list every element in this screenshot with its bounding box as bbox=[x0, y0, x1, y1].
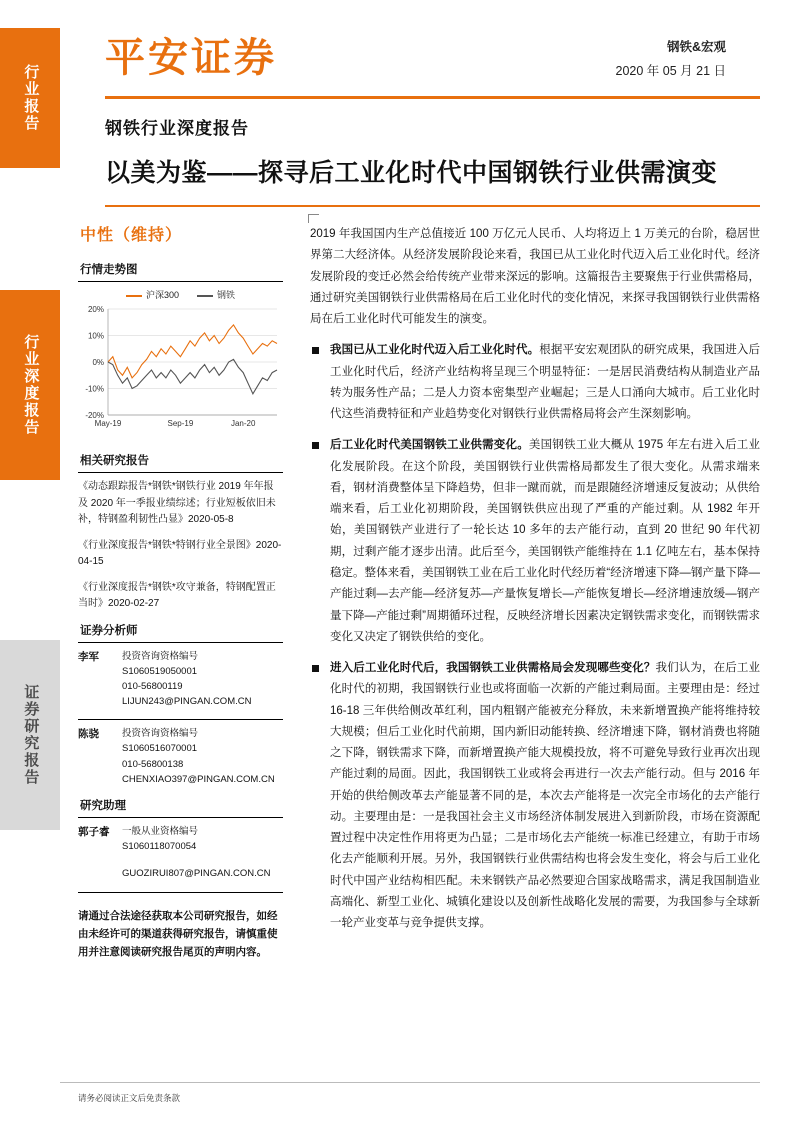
chart-legend bbox=[78, 288, 283, 301]
chart-heading-divider bbox=[78, 281, 283, 282]
analyst-details bbox=[122, 726, 277, 787]
assistant-entry bbox=[78, 824, 283, 882]
analyst-email[interactable]: LIJUN243@PINGAN.COM.CN bbox=[122, 696, 252, 708]
footer-divider bbox=[60, 1082, 760, 1083]
assistant-name: 郭子睿 bbox=[78, 826, 110, 838]
left-rail bbox=[0, 0, 60, 1122]
legend-label-hs300: 沪深300 bbox=[145, 290, 179, 300]
rail-tab-industry-report-label: 行业报告 bbox=[22, 64, 40, 132]
main-body bbox=[310, 224, 760, 945]
bullet-lead: 进入后工业化时代后，我国钢铁工业供需格局会发现哪些变化？ bbox=[330, 662, 656, 675]
body-paragraph: 2019 年我国国内生产总值接近 100 万亿元人民币、人均将迈上 1 万美元的台阶，稳居世界第二大经济体。从经济发展阶段论来看，我国已从工业化时代迈入后工业化时代。经济发展阶段的变迁必然会给传统产业带来深远的影响。这篇报告主要聚焦于行业供需格局，通过研究美国钢铁行业供需格局在后工业化时代的变化情况，来探寻我国钢铁行业供需格局在后工业化时代可能发生的演变。 bbox=[310, 228, 760, 326]
svg-text:May-19: May-19 bbox=[94, 419, 122, 428]
analyst-email[interactable]: CHENXIAO397@PINGAN.COM.CN bbox=[122, 773, 275, 785]
bullet-text: 我们认为，在后工业化时代的初期，我国钢铁行业也或将面临一次新的产能过剩局面。主要理由是：经过 16-18 三年供给侧改革红利，国内粗钢产能被充分释放，未来新增置换产能将维持较大规模；但后工业化时代前期，国内新旧动能转换、经济增速下降，钢材消费也将随之下降，钢铁需求下降，而新增置换产能大规模投放，将不可避免导致行业再次出现产能过剩的局面。因此，我国钢铁工业或将会再进行一次去产能行动。但与 2016 年开始的供给侧改革去产能显著不同的是，本次去产能将是一次完全市场化的去产能行动。主要理由是：一是我国社会主义市场经济体制发展进入到新阶段，市场在资源配置过程中决定性作用将更为凸显；二是市场化去产能统一标准已经建立，有助于市场化去产能顺利开展。另外，我国钢铁行业供需结构也将会发生变化，将会与后工业化时代中国产业结构相匹配。未来钢铁产品必然要迎合国家战略需求，满足我国制造业高端化、新型工业化、城镇化建设以及创新性战略化发展的需要，为我国参与全球新一轮产业变革与竞争提供支撑。 bbox=[330, 662, 760, 930]
bullet-text: 美国钢铁工业大概从 1975 年左右进入后工业化发展阶段。在这个阶段，美国钢铁行业供需格局都发生了很大变化。从需求端来看，钢材消费整体呈下降趋势，但非一蹴而就，而是跟随经济增速反复波动；从供给端来看，后工业化初期阶段，美国钢铁供应出现了严重的产能过剩。从 1982 年开始，美国钢铁产业进行了一轮长达 10 多年的去产能行动，直到 20 世纪 90 年代初期，过剩产能才逐步出清。此后至今，美国钢铁产能维持在 1.1 亿吨左右，基本保持稳定。整体来看，美国钢铁工业在后工业化时代经历着“经济增速下降—钢产量下降—产能过剩—去产能—经济复苏—产量恢复增长—产能恢复增长—经济增速放缓—钢产量下降—产能过剩”周期循环过程，反映经济增长因素决定钢铁需求变化，而钢铁需求变化又决定了钢铁供给的变化。 bbox=[330, 439, 760, 643]
svg-text:20%: 20% bbox=[87, 305, 104, 314]
bullet-text: 根据平安宏观团队的研究成果，我国进入后工业化时代后，经济产业结构将呈现三个明显特征：一是居民消费结构从制造业产品转为服务性产品；二是人力资本密集型产业崛起；三是人口涌向大城市。后工业化时代这些消费特征和产业趋势变化对钢铁行业供需格局将会产生深刻影响。 bbox=[330, 344, 760, 421]
svg-text:-10%: -10% bbox=[85, 384, 104, 394]
price-trend-chart bbox=[78, 288, 283, 438]
analyst-phone: 010-56800138 bbox=[122, 758, 184, 770]
analyst-entry-divider bbox=[78, 719, 283, 720]
svg-text:Jan-20: Jan-20 bbox=[230, 419, 256, 428]
rail-tab-securities-research-report-label: 证券研究报告 bbox=[22, 684, 40, 786]
title-divider bbox=[105, 205, 760, 207]
analyst-code: S1060516070001 bbox=[122, 743, 198, 755]
analyst-name: 李军 bbox=[78, 650, 99, 663]
analyst-entry bbox=[78, 649, 283, 710]
analyst-phone: 010-56800119 bbox=[122, 680, 183, 692]
report-category: 钢铁&宏观 bbox=[666, 40, 726, 54]
analyst-code: S1060519050001 bbox=[122, 665, 198, 677]
related-reports-heading: 相关研究报告 bbox=[80, 455, 149, 467]
chart-heading: 行情走势图 bbox=[80, 264, 138, 276]
company-logo: 平安证券 bbox=[105, 34, 277, 81]
related-report-item[interactable]: 《动态跟踪报告*钢铁*钢铁行业 2019 年年报及 2020 年一季报业绩综述；行业短板依旧未补，特钢盈利韧性凸显》2020-05-8 bbox=[78, 481, 276, 525]
legend-item-hs300 bbox=[126, 288, 179, 301]
distribution-disclaimer: 请通过合法途径获取本公司研究报告，如经由未经许可的渠道获得研究报告，请慎重使用并注意阅读研究报告尾页的声明内容。 bbox=[78, 909, 278, 959]
assistant-qual: 一般从业资格编号 bbox=[122, 826, 199, 837]
body-bullet-paragraph bbox=[310, 658, 760, 934]
assistant-details bbox=[122, 824, 277, 882]
related-reports-divider bbox=[78, 472, 283, 473]
left-column bbox=[78, 222, 283, 962]
assistant-divider bbox=[78, 817, 283, 818]
analyst-list bbox=[78, 649, 283, 788]
analyst-heading: 证券分析师 bbox=[80, 624, 138, 637]
rail-tab-industry-depth-report bbox=[0, 290, 60, 480]
related-reports-list bbox=[78, 479, 283, 613]
analyst-name: 陈骁 bbox=[78, 728, 99, 741]
related-report-item[interactable]: 《行业深度报告*钢铁*特钢行业全景图》2020-04-15 bbox=[78, 539, 282, 567]
header-meta bbox=[616, 28, 726, 84]
svg-text:Sep-19: Sep-19 bbox=[167, 419, 194, 428]
analyst-divider bbox=[78, 642, 283, 643]
body-bullet-paragraph bbox=[310, 340, 760, 425]
report-subtitle: 钢铁行业深度报告 bbox=[105, 119, 249, 138]
bullet-lead: 后工业化时代美国钢铁工业供需变化。 bbox=[330, 439, 529, 452]
body-bullet-paragraph bbox=[310, 435, 760, 648]
chart-canvas bbox=[78, 303, 283, 435]
analyst-qual: 投资咨询资格编号 bbox=[122, 728, 199, 740]
legend-label-steel: 钢铁 bbox=[217, 290, 236, 300]
assistant-code: S1060118070054 bbox=[122, 841, 197, 853]
svg-text:0%: 0% bbox=[92, 358, 104, 367]
page-title: 以美为鉴——探寻后工业化时代中国钢铁行业供需演变 bbox=[105, 159, 718, 187]
assistant-heading: 研究助理 bbox=[80, 800, 126, 812]
rail-tab-industry-report bbox=[0, 28, 60, 168]
rail-tab-industry-depth-report-label: 行业深度报告 bbox=[22, 334, 40, 436]
corner-mark-icon bbox=[308, 214, 319, 223]
legend-item-steel bbox=[197, 288, 235, 301]
analyst-details bbox=[122, 649, 277, 710]
assistant-spacer bbox=[122, 854, 277, 866]
svg-text:10%: 10% bbox=[87, 331, 104, 341]
title-block bbox=[105, 104, 760, 189]
assistant-entry-divider bbox=[78, 892, 283, 893]
svg-text:-20%: -20% bbox=[85, 411, 104, 420]
rail-tab-securities-research-report bbox=[0, 640, 60, 830]
document-header bbox=[60, 28, 760, 84]
bullet-lead: 我国已从工业化时代迈入后工业化时代。 bbox=[330, 344, 540, 357]
footer-note: 请务必阅读正文后免责条款 bbox=[78, 1093, 181, 1103]
header-divider bbox=[105, 96, 760, 99]
rating-badge: 中性（维持） bbox=[80, 227, 183, 244]
analyst-entry bbox=[78, 726, 283, 787]
related-report-item[interactable]: 《行业深度报告*钢铁*攻守兼备，特钢配置正当时》2020-02-27 bbox=[78, 581, 276, 609]
assistant-email[interactable]: GUOZIRUI807@PINGAN.CON.CN bbox=[122, 868, 271, 880]
analyst-qual: 投资咨询资格编号 bbox=[122, 650, 199, 662]
report-date: 2020 年 05 月 21 日 bbox=[615, 63, 726, 78]
